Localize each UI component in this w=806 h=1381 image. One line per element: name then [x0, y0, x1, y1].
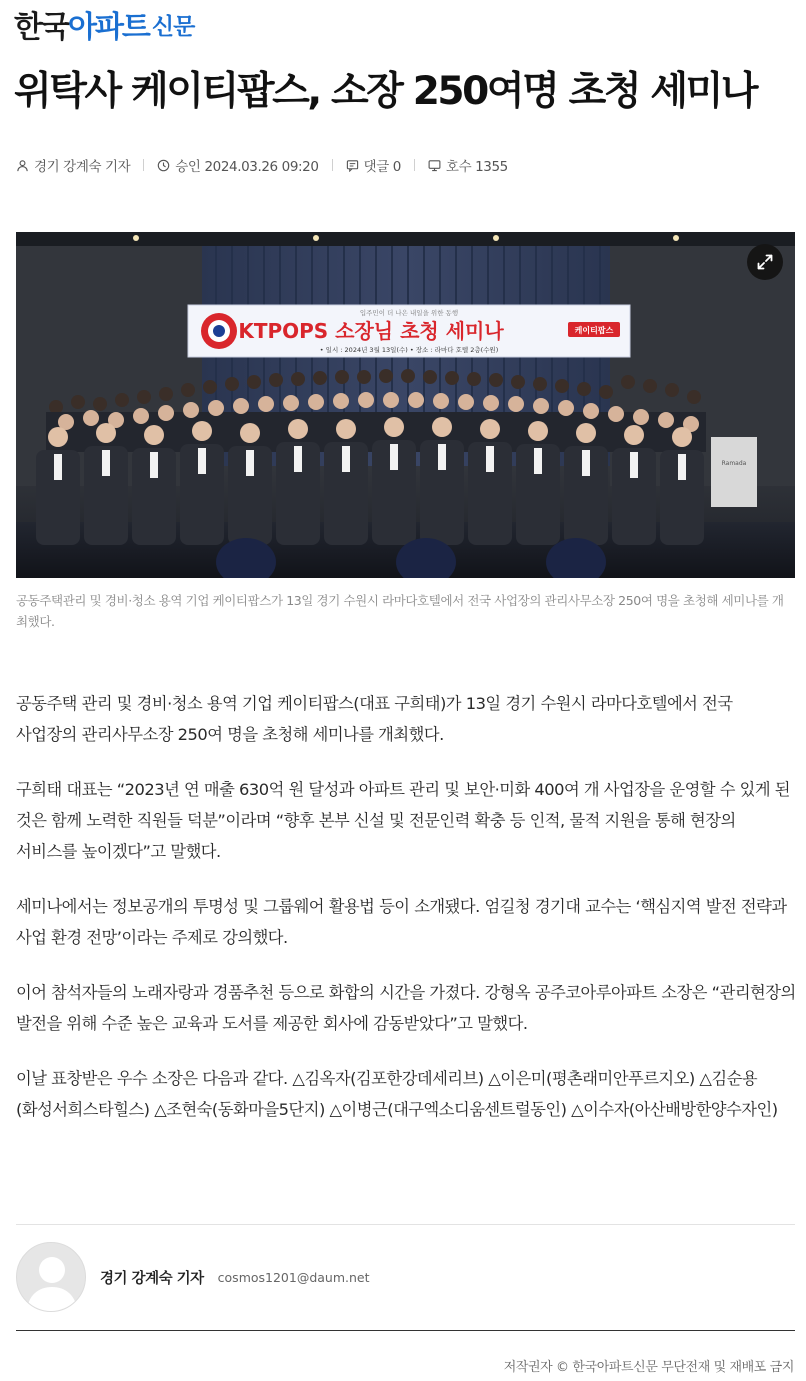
article-paragraph: 이어 참석자들의 노래자랑과 경품추천 등으로 화합의 시간을 가졌다. 강형옥 공주코아루아파트 소장은 “관리현장의 발전을 위해 수준 높은 교육과 도서를 제공한 회사에 감동받았다”고 말했다.: [16, 983, 796, 1033]
article-paragraph: 이날 표창받은 우수 소장은 다음과 같다. △김옥자(김포한강데세리브) △이은미(평촌래미안푸르지오) △김순용(화성서희스타힐스) △조현숙(동화마을5단지) △이병근(대구엑소디움센트럴동인) △이수자(아산배방한양수자인): [16, 1069, 778, 1119]
meta-author: [16, 155, 130, 175]
logo-text-apartment: 아파트: [67, 10, 149, 45]
reporter-box: [16, 1241, 370, 1313]
comment-icon: [346, 159, 359, 172]
banner-logo-text: 케이티팝스: [574, 326, 614, 335]
banner-main-text: KTPOPS 소장님 초청 세미나: [238, 319, 504, 343]
article-title: 위탁사 케이티팝스, 소장 250여명 초청 세미나: [14, 69, 757, 114]
meta-comments[interactable]: [346, 155, 401, 175]
meta-separator: [143, 159, 144, 171]
expand-icon: [756, 253, 774, 271]
logo-text-korea: 한국: [14, 10, 68, 45]
meta-issue-text: 호수 1355: [445, 159, 508, 175]
article-paragraph: 공동주택 관리 및 경비·청소 용역 기업 케이티팝스(대표 구희태)가 13일 경기 수원시 라마다호텔에서 전국 사업장의 관리사무소장 250여 명을 초청해 세미나를 개최했다.: [16, 694, 733, 744]
meta-author-text: 경기 강계숙 기자: [34, 159, 131, 175]
meta-issue: [428, 155, 508, 175]
article-paragraph: 구희태 대표는 “2023년 연 매출 630억 원 달성과 아파트 관리 및 보안·미화 400여 개 사업장을 운영할 수 있게 된 것은 함께 노력한 직원들 덕분”이라며 “향후 본부 신설 및 전문인력 확충 등 인적, 물적 지원을 통해 현장의 서비스를 높이겠다”고 말했다.: [16, 780, 791, 861]
logo-text-newspaper: 신문: [151, 13, 195, 40]
clock-icon: [157, 159, 170, 172]
seminar-group-photo: [16, 232, 795, 578]
site-logo[interactable]: [14, 6, 195, 45]
reporter-email[interactable]: cosmos1201@daum.net: [217, 1269, 370, 1285]
person-icon: [16, 159, 29, 172]
article-paragraph: 세미나에서는 정보공개의 투명성 및 그룹웨어 활용법 등이 소개됐다. 엄길청 경기대 교수는 ‘핵심지역 발전 전략과 사업 환경 전망’이라는 주제로 강의했다.: [16, 897, 787, 947]
reporter-name[interactable]: 경기 강계숙 기자: [100, 1270, 204, 1287]
meta-separator: [414, 159, 415, 171]
meta-approved: [157, 155, 318, 175]
podium-text: Ramada: [721, 460, 747, 467]
banner-small-text: 입주민이 더 나은 내일을 위한 동행: [359, 309, 459, 317]
photo-caption: 공동주택관리 및 경비·청소 용역 기업 케이티팝스가 13일 경기 수원시 라마다호텔에서 전국 사업장의 관리사무소장 250여 명을 초청해 세미나를 개최했다.: [16, 593, 784, 629]
article-body: [16, 688, 796, 1149]
section-divider: [16, 1224, 795, 1225]
meta-separator: [332, 159, 333, 171]
footer-divider: [16, 1330, 795, 1331]
meta-approved-text: 승인 2024.03.26 09:20: [175, 159, 319, 175]
meta-comments-text: 댓글 0: [363, 159, 401, 175]
avatar[interactable]: [16, 1242, 86, 1312]
monitor-icon: [428, 159, 441, 172]
article-photo[interactable]: [16, 232, 795, 578]
banner-sub-text: • 일시 : 2024년 3월 13일(수) • 장소 : 라마다 호텔 2층(수원): [319, 346, 499, 354]
default-avatar-icon: [17, 1243, 86, 1312]
copyright-notice: 저작권자 © 한국아파트신문 무단전재 및 재배포 금지: [503, 1360, 794, 1375]
expand-photo-button[interactable]: [747, 244, 783, 280]
article-meta: [16, 154, 508, 176]
